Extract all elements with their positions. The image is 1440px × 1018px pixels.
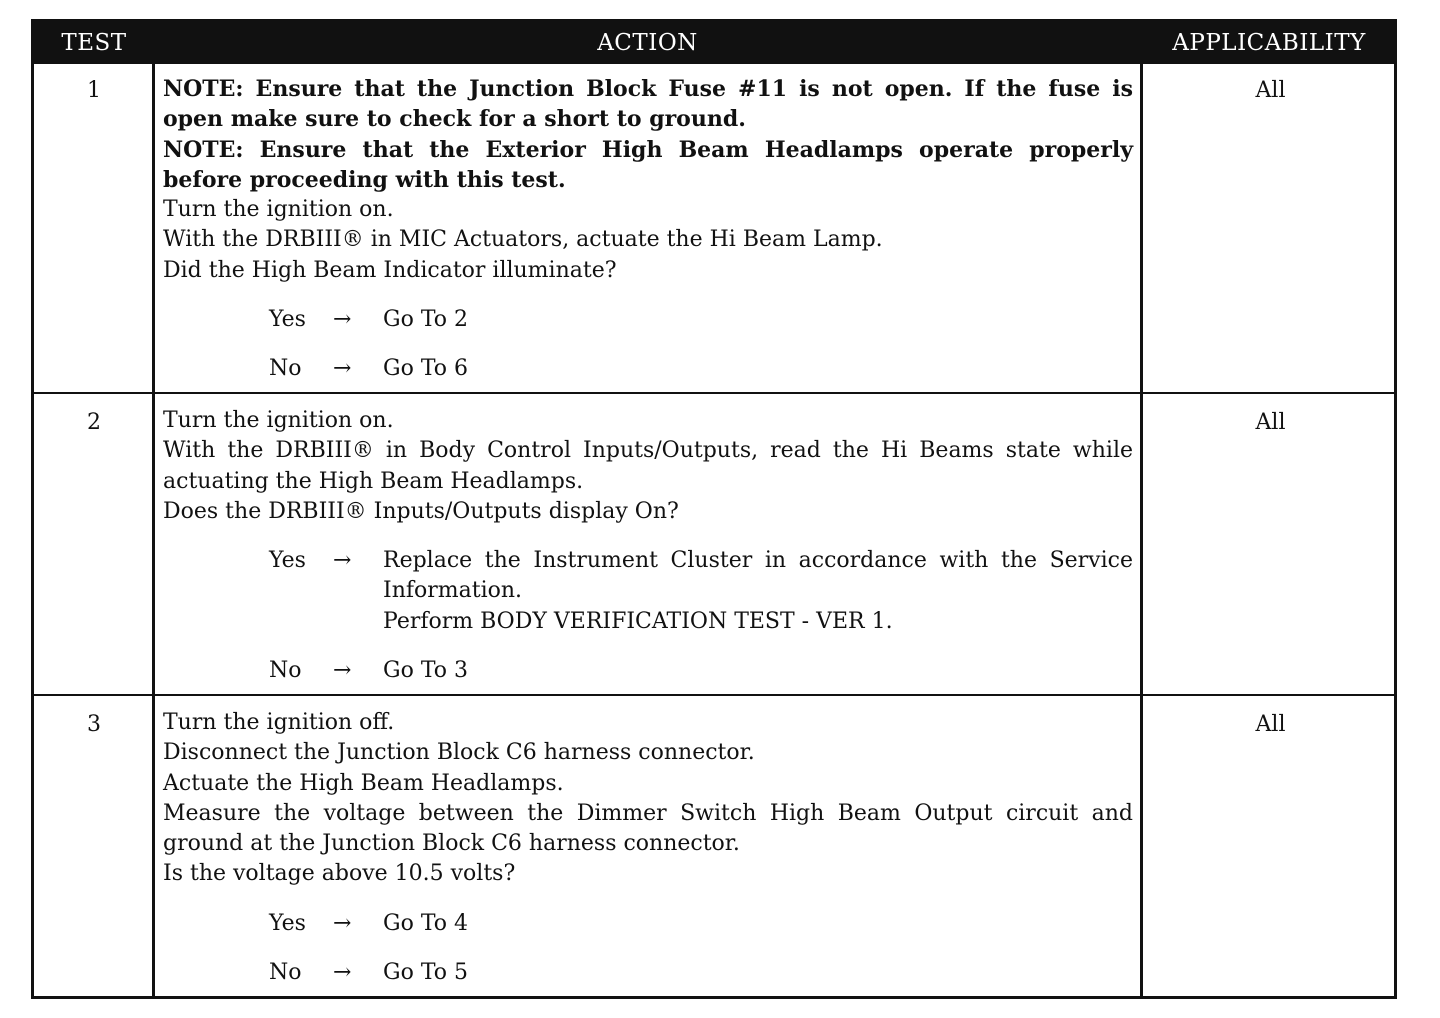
result-line: Perform BODY VERIFICATION TEST - VER 1. (383, 608, 893, 634)
yes-label: Yes (269, 910, 306, 936)
table-header (34, 22, 1394, 64)
result-text (383, 546, 1133, 637)
arrow-icon: → (333, 910, 352, 936)
arrow-icon: → (333, 548, 352, 574)
header-applicability: APPLICABILITY (1172, 30, 1366, 56)
instruction-text: Turn the ignition on. (163, 408, 394, 433)
applicability-value: All (1255, 78, 1286, 103)
test-number: 2 (87, 410, 101, 435)
goto-result: Go To 4 (383, 910, 469, 936)
no-branch (163, 354, 1133, 384)
yes-branch (163, 305, 1133, 335)
no-branch (163, 656, 1133, 686)
applicability-value: All (1255, 410, 1286, 435)
instruction-text: Turn the ignition off. (163, 710, 395, 735)
yes-label: Yes (269, 548, 306, 574)
no-label: No (269, 356, 302, 382)
goto-result: Go To 2 (383, 307, 469, 333)
arrow-icon: → (333, 658, 352, 684)
question-text: Does the DRBIII® Inputs/Outputs display On? (163, 498, 679, 524)
diagnostic-table (31, 19, 1397, 999)
test-number: 3 (87, 712, 101, 737)
action-cell (163, 708, 1133, 988)
question-text: Is the voltage above 10.5 volts? (163, 861, 516, 887)
instruction-text: Turn the ignition on. (163, 197, 394, 223)
test-number: 1 (87, 78, 101, 103)
instruction-text: Disconnect the Junction Block C6 harness connector. (163, 740, 755, 766)
instruction-text: Measure the voltage between the Dimmer Switch High Beam Output circuit and ground at the Junction Block C6 harness connector. (163, 800, 1133, 857)
question-text: Did the High Beam Indicator illuminate? (163, 257, 617, 283)
action-cell (163, 406, 1133, 686)
yes-branch (163, 546, 1133, 637)
header-test: TEST (61, 30, 127, 56)
yes-label: Yes (269, 307, 306, 333)
goto-result: Go To 5 (383, 959, 469, 985)
applicability-value: All (1255, 712, 1286, 737)
goto-result: Go To 3 (383, 658, 469, 684)
arrow-icon: → (333, 356, 352, 382)
yes-branch (163, 909, 1133, 939)
instruction-text: Actuate the High Beam Headlamps. (163, 770, 564, 796)
instruction-text: With the DRBIII® in Body Control Inputs/Outputs, read the Hi Beams state while actuating the High Beam Headlamps. (163, 438, 1133, 494)
header-action: ACTION (597, 30, 698, 56)
column-divider (152, 64, 155, 996)
no-label: No (269, 959, 302, 985)
arrow-icon: → (333, 307, 352, 333)
note-text: NOTE: Ensure that the Exterior High Beam Headlamps operate properly before proceeding with this test. (163, 136, 1133, 193)
row-divider (34, 392, 1394, 394)
row-divider (34, 694, 1394, 696)
note-text: NOTE: Ensure that the Junction Block Fuse #11 is not open. If the fuse is open make sure to check for a short to ground. (163, 76, 1133, 133)
instruction-text: With the DRBIII® in MIC Actuators, actuate the Hi Beam Lamp. (163, 227, 883, 253)
arrow-icon: → (333, 959, 352, 985)
column-divider (1140, 64, 1143, 996)
goto-result: Go To 6 (383, 356, 469, 382)
no-label: No (269, 658, 302, 684)
no-branch (163, 958, 1133, 988)
action-cell (163, 74, 1133, 384)
result-line: Replace the Instrument Cluster in accordance with the Service Information. (383, 548, 1133, 604)
